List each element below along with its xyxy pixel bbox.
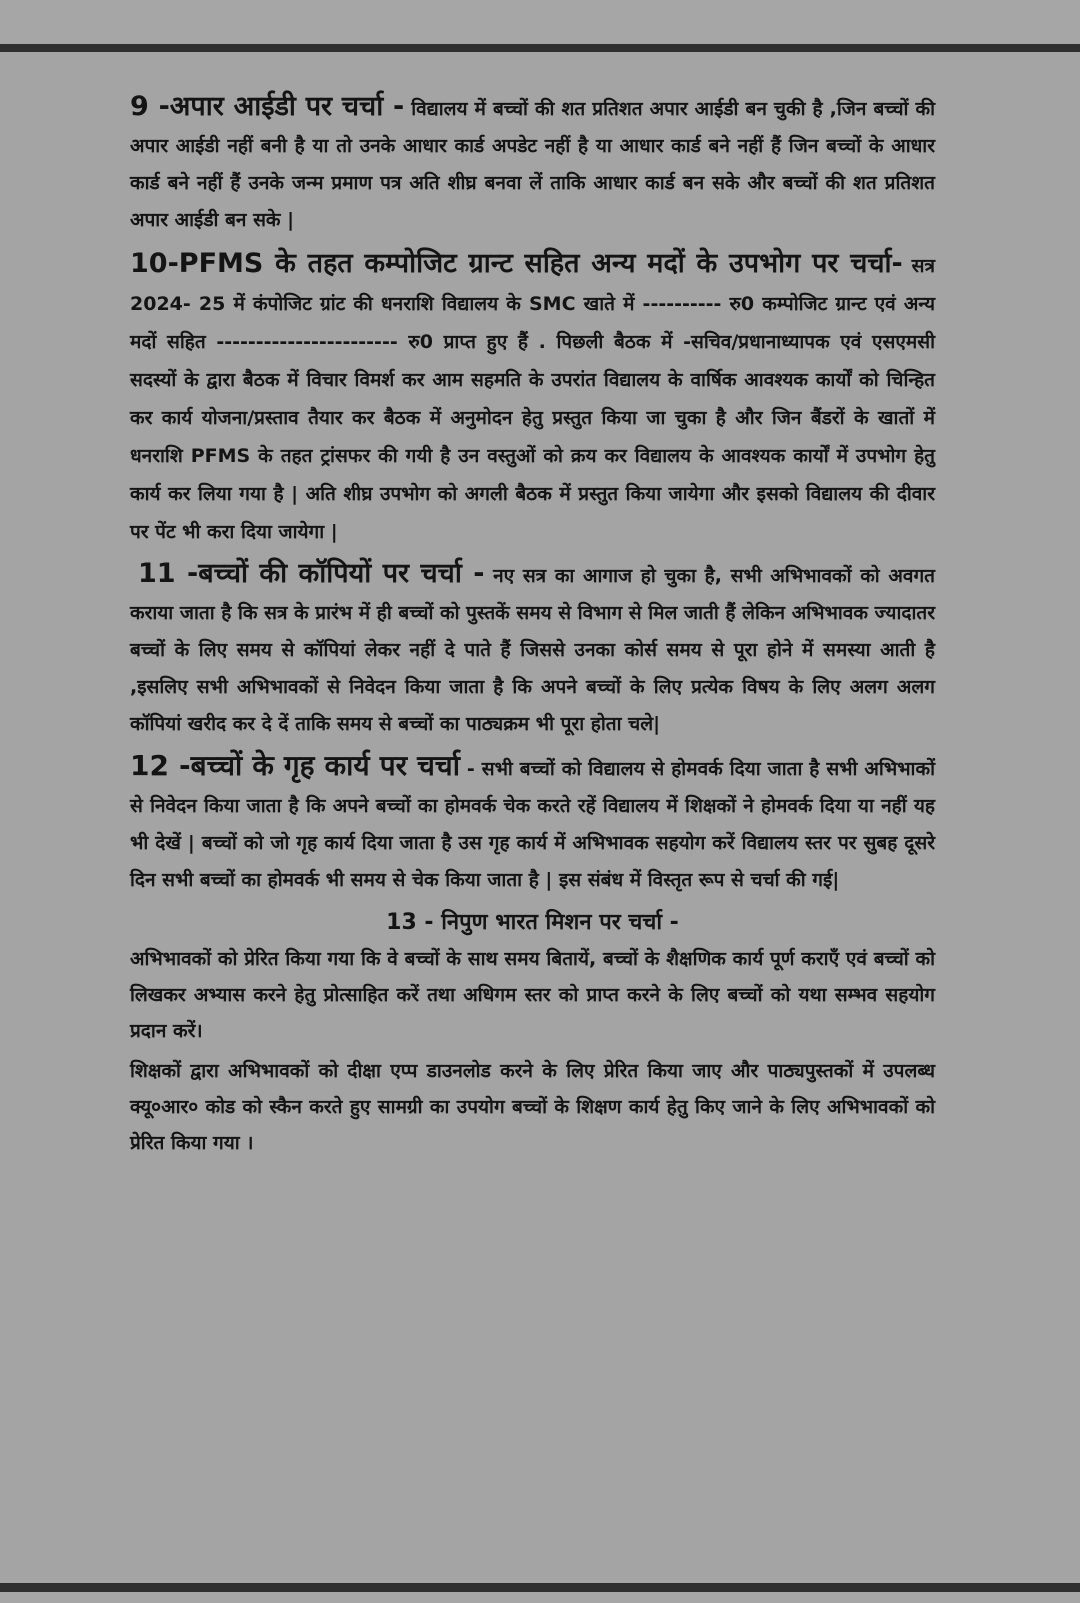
section-10-body: सत्र 2024- 25 में कंपोजिट ग्रांट की धनराशि विद्यालय के SMC खाते में ---------- रु0 कम्पोजिट ग्रान्ट एवं अन्य मदों सहित ----------------------- रु0 प्राप्त हुए हैं . पिछली बैठक में -सचिव/प्रधानाध्यापक एवं एसएमसी सदस्यों के द्वारा बैठक में विचार विमर्श कर आम सहमति के उपरांत विद्यालय के वार्षिक आवश्यक कार्यों को चिन्हित कर कार्य योजना/प्रस्ताव तैयार कर बैठक में अनुमोदन हेतु प्रस्तुत किया जा चुका है और जिन बैंडरों के खातों में धनराशि PFMS के तहत ट्रांसफर की गयी है उन वस्तुओं को क्रय कर विद्यालय के आवश्यक कार्यों में उपभोग हेतु कार्य कर लिया गया है | अति शीघ्र उपभोग को अगली बैठक में प्रस्तुत किया जायेगा और इसको विद्यालय की दीवार पर पेंट भी करा दिया जायेगा | (130, 255, 936, 543)
section-11 (130, 555, 935, 743)
section-11-body: नए सत्र का आगाज हो चुका है, सभी अभिभावकों को अवगत कराया जाता है कि सत्र के प्रारंभ में ही बच्चों को पुस्तकें समय से विभाग से मिल जाती हैं लेकिन अभिभावक ज्यादातर बच्चों के लिए समय से कॉपियां लेकर नहीं दे पाते हैं जिससे उनका कोर्स समय से पूरा होने में समस्या आती है ,इसलिए सभी अभिभावकों से निवेदन किया जाता है कि अपने बच्चों के लिए प्रत्येक विषय के लिए अलग अलग कॉपियां खरीद कर दे दें ताकि समय से बच्चों का पाठ्यक्रम भी पूरा होता चले| (130, 565, 935, 735)
section-13-heading: 13 - निपुण भारत मिशन पर चर्चा - (386, 910, 679, 935)
section-10 (130, 245, 935, 551)
section-13 (130, 905, 935, 1161)
section-9-body: विद्यालय में बच्चों की शत प्रतिशत अपार आईडी बन चुकी है ,जिन बच्चों की अपार आईडी नहीं बनी है या तो उनके आधार कार्ड अपडेट नहीं है या आधार कार्ड बने नहीं हैं जिन बच्चों के आधार कार्ड बने नहीं हैं उनके जन्म प्रमाण पत्र अति शीघ्र बनवा लें ताकि आधार कार्ड बन सके और बच्चों की शत प्रतिशत अपार आईडी बन सके | (130, 98, 935, 231)
section-10-heading: 10-PFMS के तहत कम्पोजिट ग्रान्ट सहित अन्य मदों के उपभोग पर चर्चा- (130, 248, 903, 279)
document-page (0, 52, 1080, 1583)
section-12-heading: 12 -बच्चों के गृह कार्य पर चर्चा (130, 749, 460, 782)
document-content (130, 88, 935, 1161)
top-border-bar (0, 44, 1080, 52)
section-9-heading: 9 -अपार आईडी पर चर्चा - (130, 91, 405, 122)
section-12 (130, 747, 935, 899)
bottom-border-bar (0, 1583, 1080, 1592)
section-13-paragraph-2: शिक्षकों द्वारा अभिभावकों को दीक्षा एप्प डाउनलोड करने के लिए प्रेरित किया जाए और पाठ्यपुस्तकों में उपलब्ध क्यू०आर० कोड को स्कैन करते हुए सामग्री का उपयोग बच्चों के शिक्षण कार्य हेतु किए जाने के लिए अभिभावकों को प्रेरित किया गया । (130, 1060, 935, 1154)
section-9 (130, 88, 935, 239)
section-11-heading: 11 -बच्चों की कॉपियों पर चर्चा - (138, 558, 485, 589)
section-13-paragraph-1: अभिभावकों को प्रेरित किया गया कि वे बच्चों के साथ समय बितायें, बच्चों के शैक्षणिक कार्य पूर्ण कराएँ एवं बच्चों को लिखकर अभ्यास करने हेतु प्रोत्साहित करें तथा अधिगम स्तर को प्राप्त करने के लिए बच्चों को यथा सम्भव सहयोग प्रदान करें। (130, 948, 935, 1042)
section-12-body: - सभी बच्चों को विद्यालय से होमवर्क दिया जाता है सभी अभिभाकों से निवेदन किया जाता है कि अपने बच्चों का होमवर्क चेक करते रहें विद्यालय में शिक्षकों ने होमवर्क दिया या नहीं यह भी देखें | बच्चों को जो गृह कार्य दिया जाता है उस गृह कार्य में अभिभावक सहयोग करें विद्यालय स्तर पर सुबह दूसरे दिन सभी बच्चों का होमवर्क भी समय से चेक किया जाता है | इस संबंध में विस्तृत रूप से चर्चा की गई| (130, 758, 935, 891)
